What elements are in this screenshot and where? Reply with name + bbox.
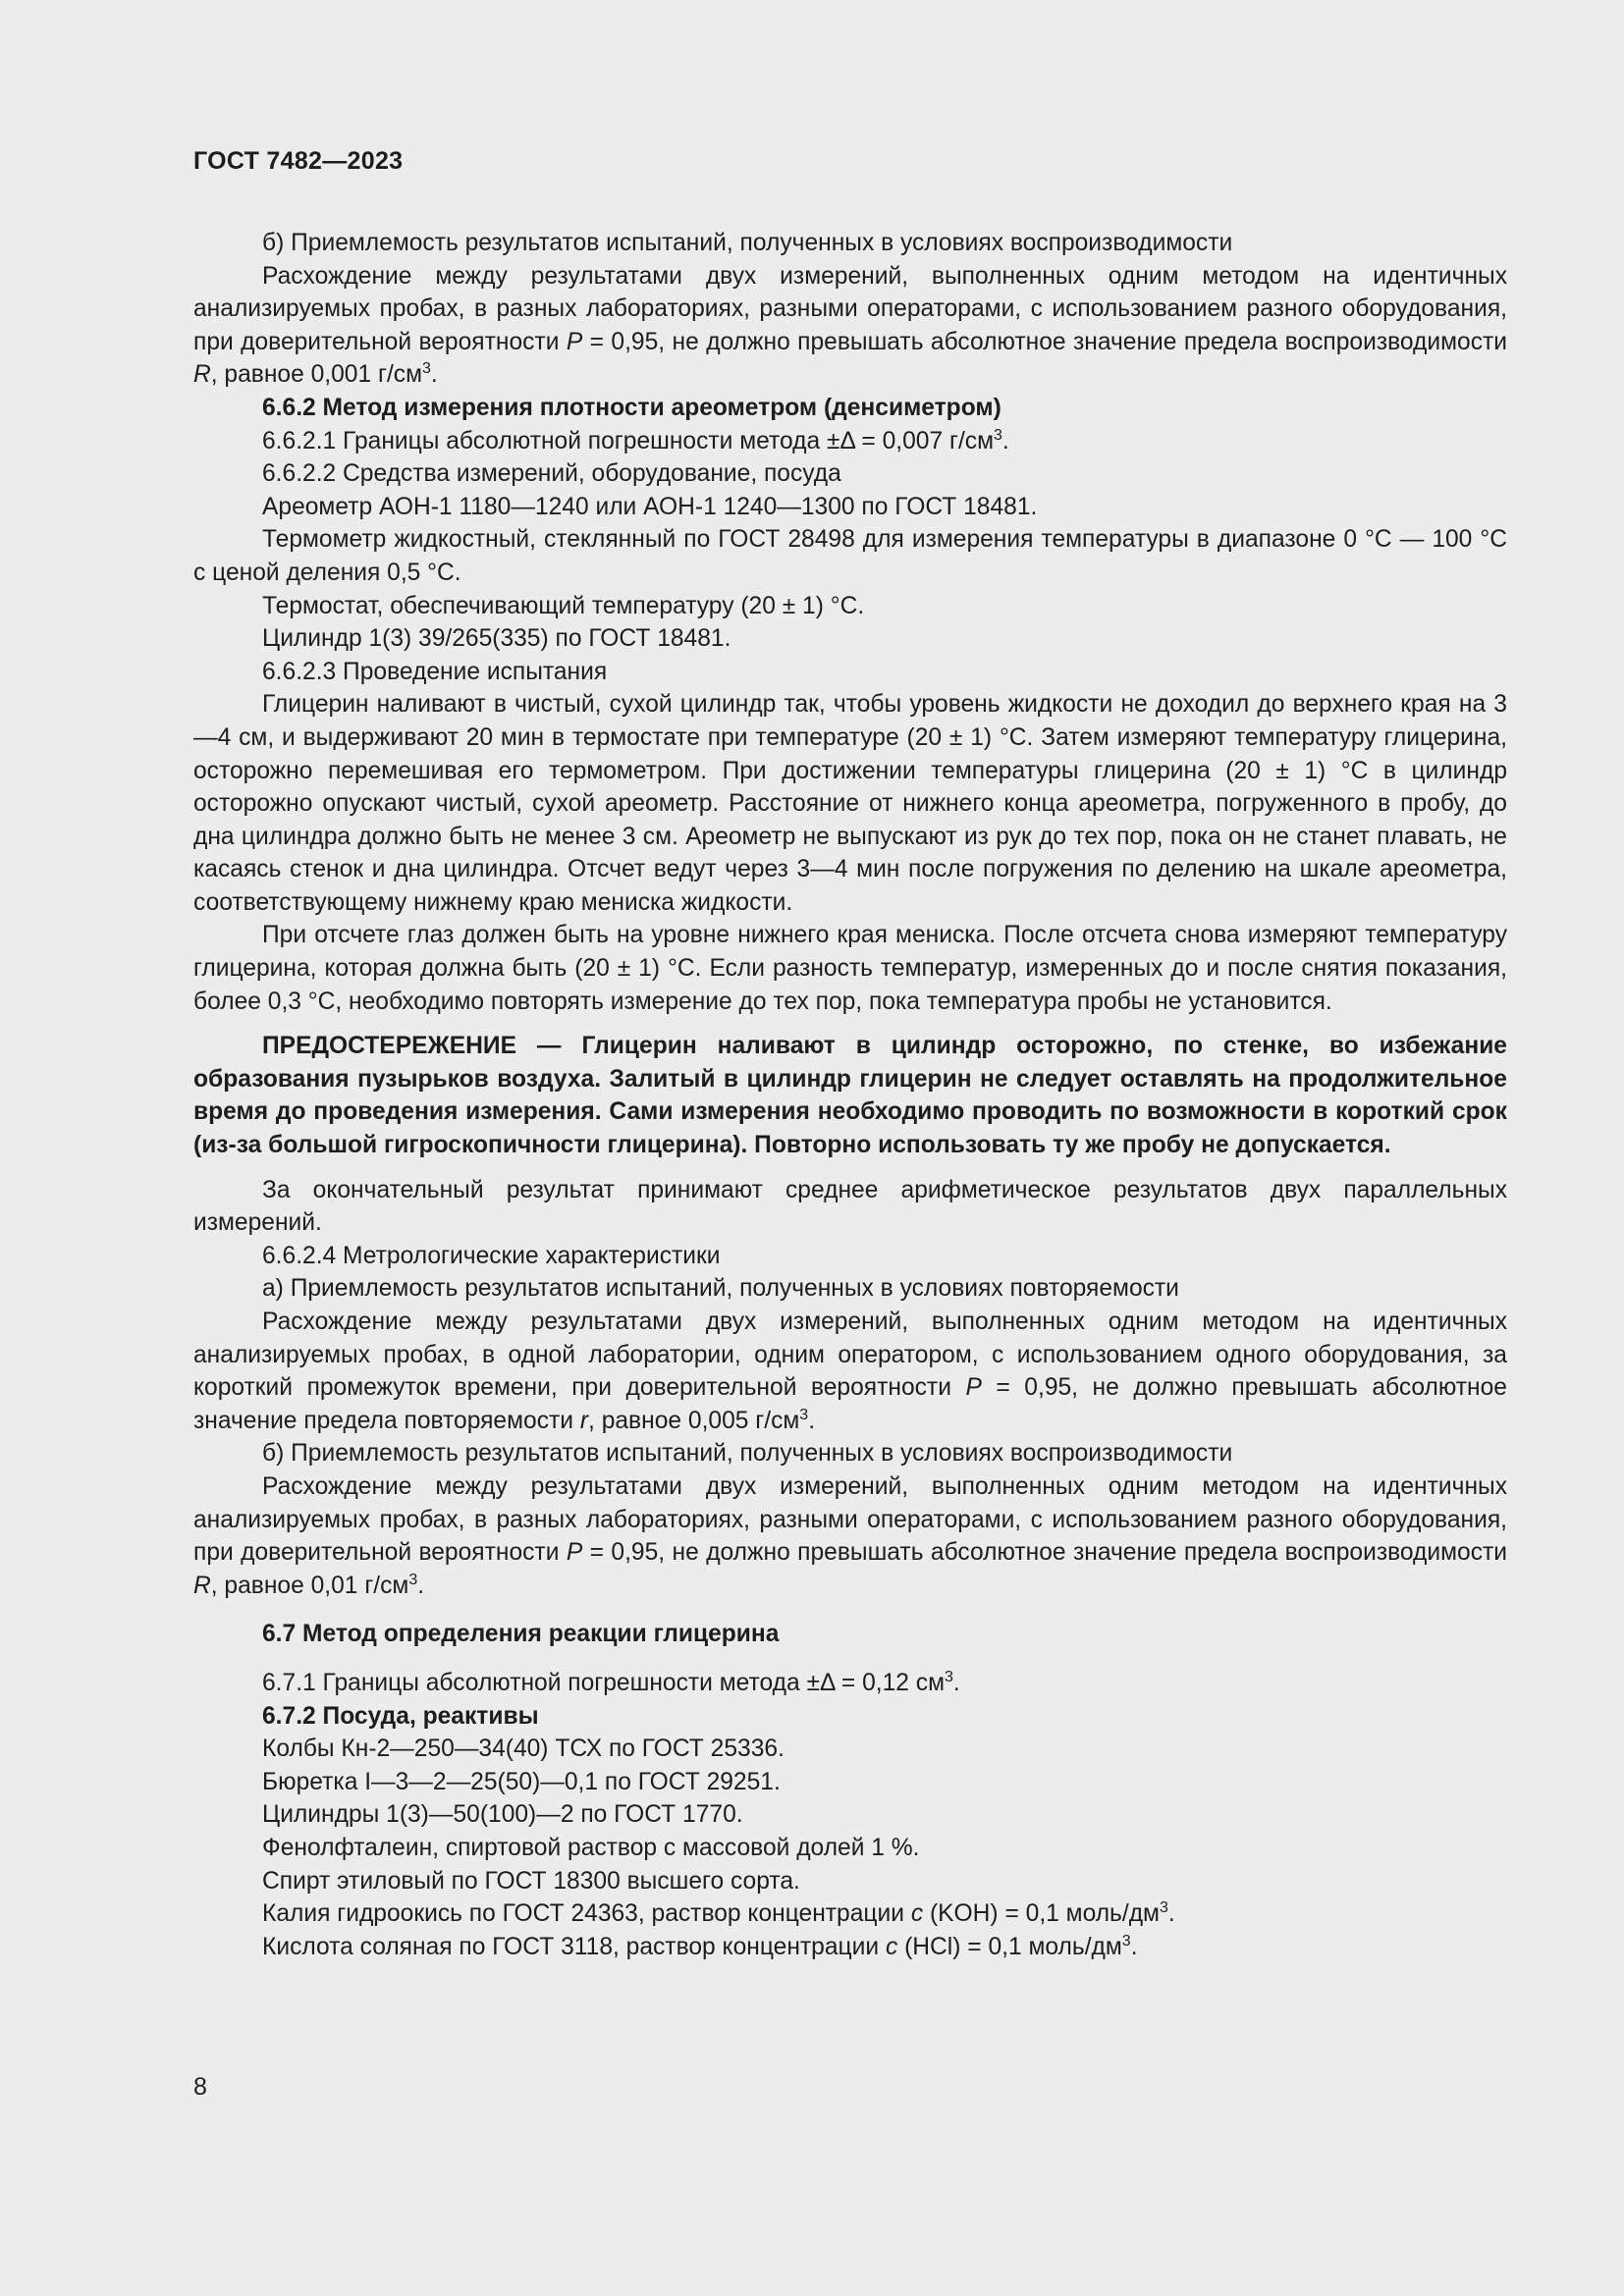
reagent-item: Калия гидроокись по ГОСТ 24363, раствор концентрации с (KOH) = 0,1 моль/$дм^3$. [262, 1899, 1175, 1928]
paragraph-procedure: Глицерин наливают в чистый, сухой цилиндр так, чтобы уровень жидкости не доходил до верхнего края на 3—4 см, и выдерживают 20 мин в термостате при температуре (20 ± 1) °С. Затем измеряют температуру глицерина, осторожно перемешивая его термометром. При достижении температуры глицерина (20 ± 1) °С в цилиндр осторожно опускают чистый, сухой ареометр. Расстояние от нижнего конца ареометра, погруженного в пробу, до дна цилиндра должно быть не менее 3 см. Ареометр не выпускают из рук до тех пор, пока он не станет плавать, не касаясь стенок и дна цилиндра. Отсчет ведут через 3—4 мин после погружения по делению на шкале ареометра, соответствующему нижнему краю мениска жидкости. [193, 691, 1507, 916]
reagent-item: Фенолфталеин, спиртовой раствор с массовой долей 1 %. [262, 1834, 920, 1861]
warning-paragraph: ПРЕДОСТЕРЕЖЕНИЕ — Глицерин наливают в цилиндр осторожно, по стенке, во избежание образования пузырьков воздуха. Залитый в цилиндр глицерин не следует оставлять на продолжительное время до проведения измерения. Сами измерения необходимо проводить по возможности в короткий срок (из-за большой гигроскопичности глицерина). Повторно использовать ту же пробу не допускается. [193, 1033, 1507, 1159]
equipment-item: Ареометр АОН-1 1180—1240 или АОН-1 1240—1300 по ГОСТ 18481. [262, 493, 1038, 520]
reagent-item: Спирт этиловый по ГОСТ 18300 высшего сорта. [262, 1867, 800, 1895]
subclause-heading: б) Приемлемость результатов испытаний, полученных в условиях воспроизводимости [262, 1440, 1233, 1468]
page-number: 8 [193, 2073, 207, 2101]
equipment-item: Термометр жидкостный, стеклянный по ГОСТ 28498 для измерения температуры в диапазоне 0 °С — 100 °С с ценой деления 0,5 °С. [193, 526, 1507, 586]
clause-6-7-1: 6.7.1 Границы абсолютной погрешности метода ±Δ = 0,12 $см^3$. [262, 1668, 960, 1696]
paragraph-repeatability: Расхождение между результатами двух измерений, выполненных одним методом на идентичных анализируемых пробах, в одной лаборатории, одним оператором, с использованием одного оборудования, за короткий промежуток времени, при доверительной вероятности P = 0,95, не должно превышать абсолютное значение предела повторяемости r, равное 0,005 $г/см^3$. [193, 1308, 1507, 1434]
page-body [193, 227, 1507, 1963]
clause-6-6-2-1: 6.6.2.1 Границы абсолютной погрешности метода ±Δ = 0,007 $г/см^3$. [262, 426, 1009, 454]
subclause-heading: а) Приемлемость результатов испытаний, полученных в условиях повторяемости [262, 1275, 1179, 1303]
clause-6-6-2-4: 6.6.2.4 Метрологические характеристики [262, 1242, 721, 1269]
reagent-item: Колбы Кн-2—250—34(40) ТСХ по ГОСТ 25336. [262, 1735, 785, 1763]
clause-6-7-2: 6.7.2 Посуда, реактивы [262, 1702, 539, 1730]
document-header: ГОСТ 7482—2023 [193, 147, 404, 175]
paragraph-reproducibility: Расхождение между результатами двух измерений, выполненных одним методом на идентичных анализируемых пробах, в разных лабораториях, разными операторами, с использованием разного оборудования, при доверительной вероятности P = 0,95, не должно превышать абсолютное значение предела воспроизводимости R, равное 0,001 $г/см^3$. [193, 262, 1507, 389]
equipment-item: Термостат, обеспечивающий температуру (20 ± 1) °С. [262, 592, 865, 619]
paragraph-reproducibility: Расхождение между результатами двух измерений, выполненных одним методом на идентичных анализируемых пробах, в разных лабораториях, разными операторами, с использованием разного оборудования, при доверительной вероятности P = 0,95, не должно превышать абсолютное значение предела воспроизводимости R, равное 0,01 $г/см^3$. [193, 1472, 1507, 1599]
paragraph-result: За окончательный результат принимают среднее арифметическое результатов двух параллельных измерений. [193, 1176, 1507, 1237]
section-title-6-7: 6.7 Метод определения реакции глицерина [262, 1621, 780, 1648]
paragraph-reading: При отсчете глаз должен быть на уровне нижнего края мениска. После отсчета снова измеряют температуру глицерина, которая должна быть (20 ± 1) °С. Если разность температур, измеренных до и после снятия показания, более 0,3 °С, необходимо повторять измерение до тех пор, пока температура пробы не установится. [193, 922, 1507, 1015]
reagent-item: Бюретка I—3—2—25(50)—0,1 по ГОСТ 29251. [262, 1768, 781, 1795]
reagent-item: Кислота соляная по ГОСТ 3118, раствор концентрации с (HCl) = 0,1 моль/$дм^3$. [262, 1932, 1138, 1960]
reagent-item: Цилиндры 1(3)—50(100)—2 по ГОСТ 1770. [262, 1801, 743, 1829]
clause-6-6-2-2: 6.6.2.2 Средства измерений, оборудование, посуда [262, 460, 841, 488]
equipment-item: Цилиндр 1(3) 39/265(335) по ГОСТ 18481. [262, 625, 731, 653]
section-title-6-6-2: 6.6.2 Метод измерения плотности ареометром (денсиметром) [262, 394, 1001, 421]
subclause-heading: б) Приемлемость результатов испытаний, полученных в условиях воспроизводимости [262, 230, 1233, 256]
clause-6-6-2-3: 6.6.2.3 Проведение испытания [262, 658, 608, 685]
